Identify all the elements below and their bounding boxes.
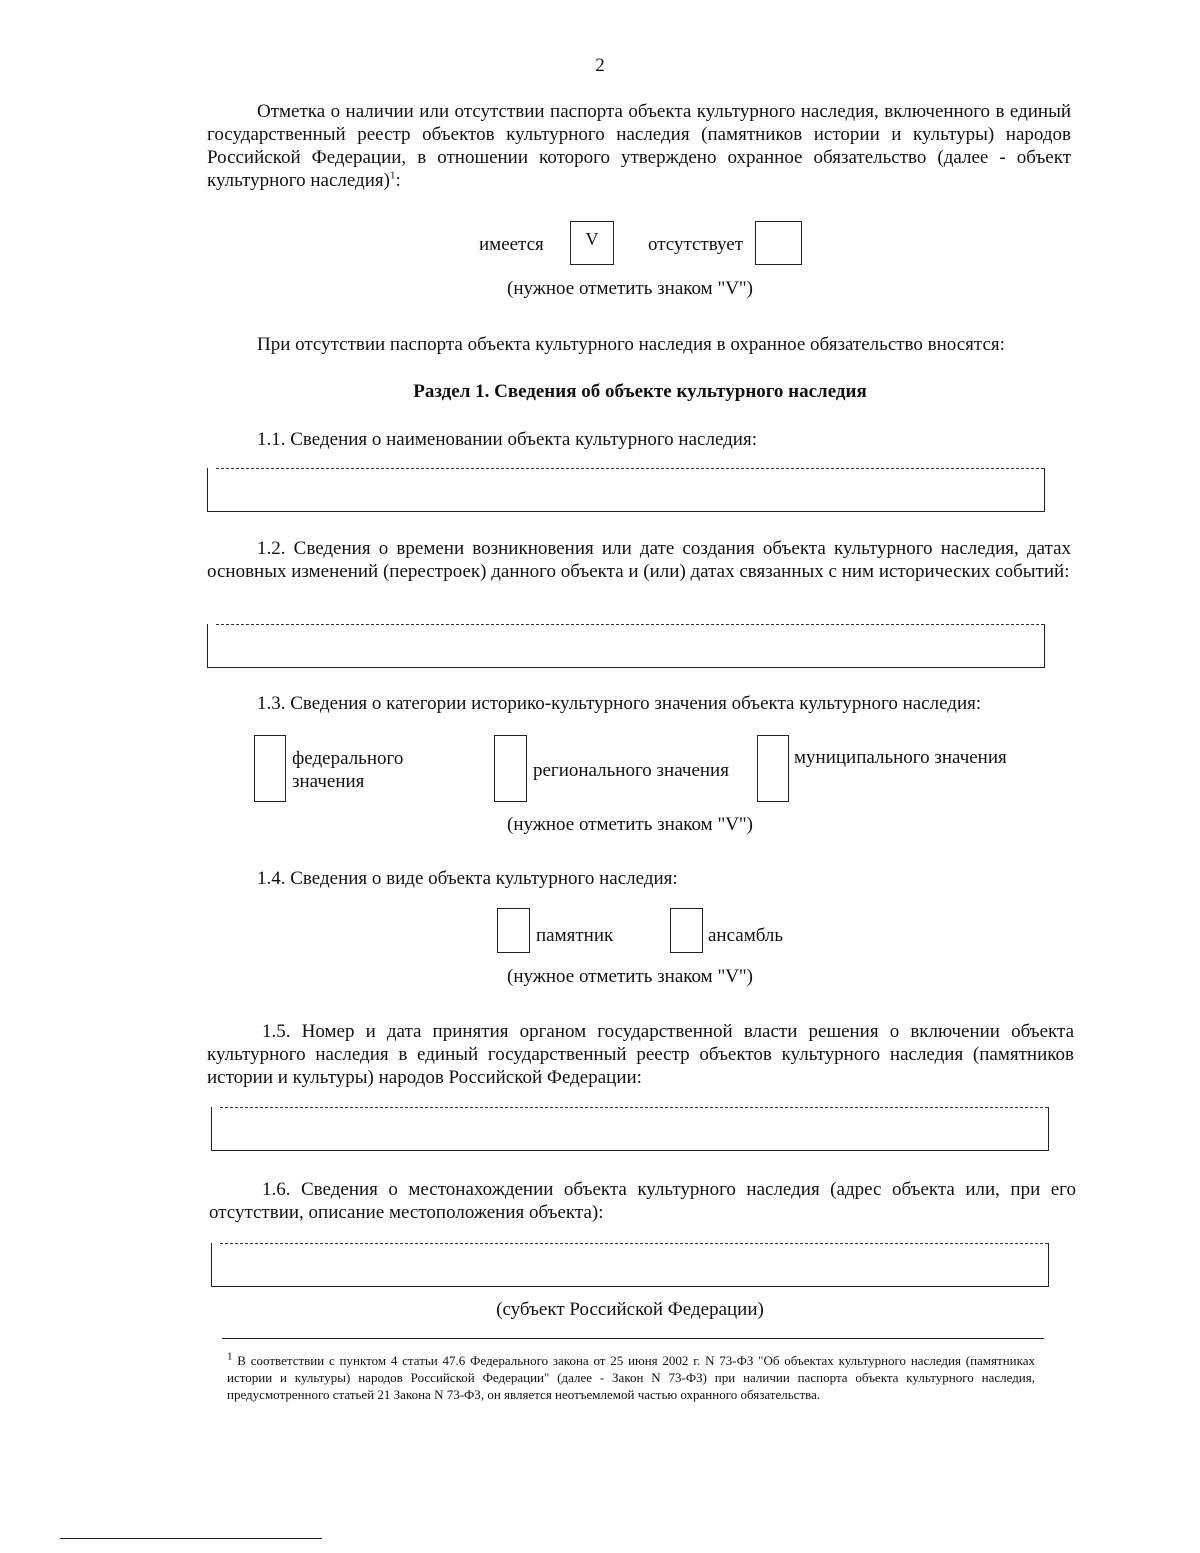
item-1-3-hint: (нужное отметить знаком "V") [507,814,753,835]
municipal-label: муниципального значения [794,747,1007,768]
item-1-2-label: 1.2. Сведения о времени возникновения или дате создания объекта культурного наследия, датах основных изменений (перестроек) данного объекта и (или) датах связанных с ним исторических событий: [207,538,1071,582]
passport-has-checkbox[interactable]: V [570,221,614,265]
item-1-2-field[interactable] [207,624,1045,668]
passport-has-label: имеется [479,234,544,255]
item-1-4-hint: (нужное отметить знаком "V") [507,966,753,987]
item-1-4-label: 1.4. Сведения о виде объекта культурного наследия: [257,868,678,889]
regional-checkbox[interactable] [494,735,527,802]
municipal-checkbox[interactable] [757,735,789,802]
footnote [227,1352,1035,1403]
footnote-text: В соответствии с пунктом 4 статьи 47.6 Федерального закона от 25 июня 2002 г. N 73-ФЗ "Об объектах культурного наследия (памятниках истории и культуры) народов Российской Федерации" (далее - Закон N 73-ФЗ) при наличии паспорта объекта культурного наследия, предусмотренного статьей 21 Закона N 73-ФЗ, он является неотъемлемой частью охранного обязательства. [227,1353,1035,1402]
intro-paragraph: Отметка о наличии или отсутствии паспорта объекта культурного наследия, включенного в единый государственный реестр объектов культурного наследия (памятников истории и культуры) народов Российской Федерации, в отношении которого утверждено охранное обязательство (далее - объект культурного наследия)$^1$: [207,101,1071,191]
intro-text: Отметка о наличии или отсутствии паспорта объекта культурного наследия, включенного в единый государственный реестр объектов культурного наследия (памятников истории и культуры) народов Российской Федерации, в отношении которого утверждено охранное обязательство (далее - объект культурного наследия) [207,101,1071,191]
footnote-ref[interactable]: 1 [389,169,396,182]
bottom-line [60,1538,322,1539]
item-1-1-field[interactable] [207,468,1045,512]
footnote-mark: 1 [227,1350,233,1363]
item-1-6-field[interactable] [211,1243,1049,1287]
item-1-6-label: 1.6. Сведения о местонахождении объекта культурного наследия (адрес объекта или, при его отсутствии, описание местоположения объекта): [209,1179,1076,1223]
ensemble-checkbox[interactable] [670,908,703,953]
item-1-3-label: 1.3. Сведения о категории историко-культурного значения объекта культурного наследия: [257,693,982,714]
regional-label: регионального значения [533,760,729,781]
section-title: Раздел 1. Сведения об объекте культурного наследия [413,381,867,402]
passport-absent-label: отсутствует [648,234,744,255]
monument-label: памятник [536,925,614,946]
item-1-1-label: 1.1. Сведения о наименовании объекта культурного наследия: [257,429,757,450]
footnote-separator [222,1338,1044,1339]
passport-absent-checkbox[interactable] [755,221,802,265]
federal-label: федерального значения [292,748,404,792]
item-1-5-field[interactable] [211,1107,1049,1151]
page-number: 2 [595,55,605,76]
absence-note: При отсутствии паспорта объекта культурного наследия в охранное обязательство вносятся: [257,334,1005,355]
ensemble-label: ансамбль [708,925,784,946]
item-1-5-label: 1.5. Номер и дата принятия органом государственной власти решения о включении объекта культурного наследия в единый государственный реестр объектов культурного наследия (памятников истории и культуры) народов Российской Федерации: [207,1021,1074,1088]
monument-checkbox[interactable] [497,908,530,953]
passport-hint: (нужное отметить знаком "V") [507,278,753,299]
item-1-6-caption: (субъект Российской Федерации) [496,1299,764,1320]
federal-checkbox[interactable] [254,735,286,802]
